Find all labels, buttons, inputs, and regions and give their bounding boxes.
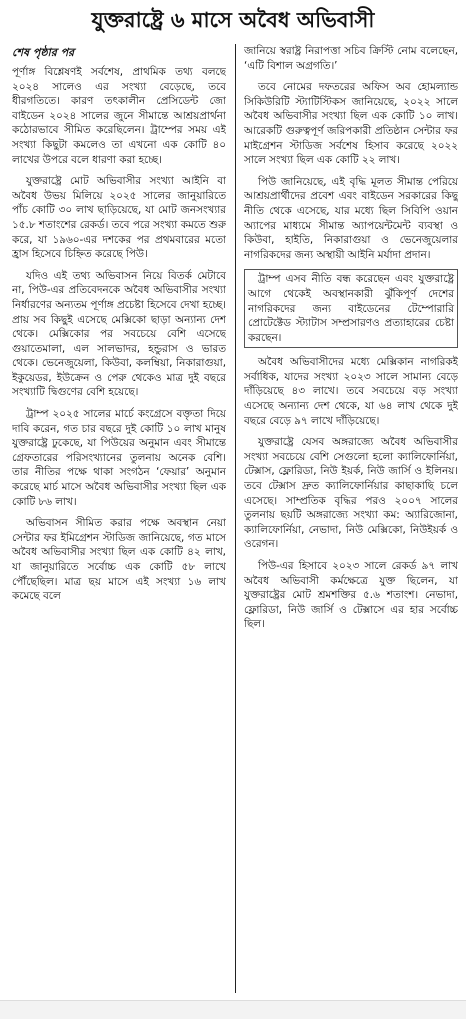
paragraph: ট্রাম্প ২০২৫ সালের মার্চে কংগ্রেসে বক্তৃতা দিয়ে দাবি করেন, গত চার বছরে দুই কোটি ১০ লাখ মানুষ যুক্তরাষ্ট্রে ঢুকেছে, যা পিউয়ের অনুমান এবং সীমান্তে গ্রেফতারের পরিসংখ্যানের তুলনায় অনেক বেশি। তার নীতির পক্ষে থাকা সংগঠন ‘ফেয়ার’ অনুমান করেছে মার্চ মাসে অবৈধ অভিবাসীর সংখ্যা ছিল এক কোটি ৮৬ লাখ। (12, 408, 226, 508)
article-headline: যুক্তরাষ্ট্রে ৬ মাসে অবৈধ অভিবাসী (91, 8, 375, 32)
paragraph: যুক্তরাষ্ট্রে যেসব অঙ্গরাজ্যে অবৈধ অভিবাসীর সংখ্যা সবচেয়ে বেশি সেগুলো হলো ক্যালিফোর্নিয়া, টেক্সাস, ফ্লোরিডা, নিউ ইয়র্ক, নিউ জার্সি ও ইলিনয়। তবে টেক্সাস দ্রুত ক্যালিফোর্নিয়ার কাছাকাছি চলে এসেছে। সাম্প্রতিক বৃদ্ধির পরও ২০০৭ সালের তুলনায় ছয়টি অঙ্গরাজ্যে সংখ্যা কম: অ্যারিজোনা, ক্যালিফোর্নিয়া, নেভাদা, নিউ মেক্সিকো, নিউইয়র্ক ও ওরেগন। (244, 436, 458, 551)
left-column (12, 44, 226, 993)
column-divider (235, 44, 236, 993)
paragraph: অভিবাসন সীমিত করার পক্ষে অবস্থান নেয়া সেন্টার ফর ইমিগ্রেশন স্টাডিজ জানিয়েছে, গত মাসে অবৈধ অভিবাসীর সংখ্যা ছিল এক কোটি ৪২ লাখ, যা জানুয়ারিতে সর্বোচ্চ এক কোটি ৫৮ লাখে পৌঁছেছিল। মাত্র ছয় মাসে এই সংখ্যা ১৬ লাখ কমেছে বলে (12, 517, 226, 603)
paragraph: তবে নোমের দফতরের অফিস অব হোমল্যান্ড সিকিউরিটি স্ট্যাটিস্টিকস জানিয়েছে, ২০২২ সালে অবৈধ অভিবাসীর সংখ্যা ছিল এক কোটি ১০ লাখ। আরেকটি গুরুত্বপূর্ণ জরিপকারী প্রতিষ্ঠান সেন্টার ফর মাইগ্রেশন স্টাডিজ সর্বশেষ হিসাব করেছে ২০২২ সালে সংখ্যা ছিল এক কোটি ২২ লাখ। (244, 81, 458, 167)
continued-from-label: শেষ পৃষ্ঠার পর (12, 46, 75, 59)
paragraph: পূর্ণাঙ্গ বিশ্লেষণই সর্বশেষ, প্রাথমিক তথ্য বলছে ২০২৪ সালেও এর সংখ্যা বেড়েছে, তবে ধীরগতিতে। কারণ তৎকালীন প্রেসিডেন্ট জো বাইডেন ২০২৪ সালের জুনে সীমান্তে আশ্রয়প্রার্থনা কঠোরভাবে সীমিত করেছিলেন। ট্রাম্পের সময় এই সংখ্যা কিছুটা কমলেও তা এখনো এক কোটি ৪০ লাখের উপরে বলে ধারণা করা হচ্ছে। (12, 66, 226, 166)
paragraph: অবৈধ অভিবাসীদের মধ্যে মেক্সিকান নাগরিকই সর্বাধিক, যাদের সংখ্যা ২০২৩ সালে সামান্য বেড়ে দাঁড়িয়েছে ৪৩ লাখে। তবে সবচেয়ে বড় সংখ্যা এসেছে অন্যান্য দেশ থেকে, যা ৬৪ লাখ থেকে দুই বছরে বেড়ে ৯৭ লাখে দাঁড়িয়েছে। (244, 356, 458, 427)
paragraph: যদিও এই তথ্য অভিবাসন নিয়ে বিতর্ক মেটাবে না, পিউ-এর প্রতিবেদনকে অবৈধ অভিবাসীর সংখ্যা নির্ধারণের অন্যতম পূর্ণাঙ্গ প্রচেষ্টা হিসেবে দেখা হচ্ছে। প্রায় সব কিছুই এসেছে মেক্সিকো ছাড়া অন্যান্য দেশ থেকে। মেক্সিকোর পর সবচেয়ে বেশি এসেছে গুয়াতেমালা, এল সালভাদর, হন্ডুরাস ও ভারত থেকে। ভেনেজুয়েলা, কিউবা, কলম্বিয়া, নিকারাগুয়া, ইকুয়েডর, ইউক্রেন ও পেরু থেকেও মাত্র দুই বছরে সংখ্যাটি দ্বিগুণের বেশি হয়েছে। (12, 269, 226, 399)
boxed-paragraph: ট্রাম্প এসব নীতি বন্ধ করেছেন এবং যুক্তরাষ্ট্রে আগে থেকেই অবস্থানকারী ঝুঁকিপূর্ণ দেশের নাগরিকদের জন্য বাইডেনের টেম্পোরারি প্রোটেক্টেড স্ট্যাটাস সম্প্রসারণও প্রত্যাহারের চেষ্টা করছেন। (244, 269, 458, 348)
cropped-next-article-strip (0, 1000, 466, 1019)
paragraph: পিউ জানিয়েছে, এই বৃদ্ধি মূলত সীমান্ত পেরিয়ে আশ্রয়প্রার্থীদের প্রবেশ এবং বাইডেন সরকারের কিছু নীতি থেকে এসেছে, যার মধ্যে ছিল সিবিপি ওয়ান অ্যাপের মাধ্যমে সীমান্ত অ্যাপয়েন্টমেন্ট ব্যবস্থা ও কিউবা, হাইতি, নিকারাগুয়া ও ভেনেজুয়েলার নাগরিকদের জন্য অস্থায়ী আইনি মর্যাদা প্রদান। (244, 175, 458, 261)
right-column (244, 44, 458, 993)
paragraph: পিউ-এর হিসাবে ২০২৩ সালে রেকর্ড ৯৭ লাখ অবৈধ অভিবাসী কর্মক্ষেত্রে যুক্ত ছিলেন, যা যুক্তরাষ্ট্রের মোট শ্রমশক্তির ৫.৬ শতাংশ। নেভাদা, ফ্লোরিডা, নিউ জার্সি ও টেক্সাসে এর হার সর্বোচ্চ ছিল। (244, 560, 458, 631)
paragraph: যুক্তরাষ্ট্রে মোট অভিবাসীর সংখ্যা আইনি বা অবৈধ উভয় মিলিয়ে ২০২৫ সালের জানুয়ারিতে পাঁচ কোটি ৩০ লাখ ছাড়িয়েছে, যা মোট জনসংখ্যার ১৫.৮ শতাংশের রেকর্ড। তবে পরে সংখ্যা কমতে শুরু করে, যা ১৯৬০-এর দশকের পর প্রথমবারের মতো হ্রাস হিসেবে চিহ্নিত করেছে পিউ। (12, 175, 226, 261)
article-body (12, 44, 458, 993)
paragraph: জানিয়ে স্বরাষ্ট্র নিরাপত্তা সচিব ক্রিস্টি নোম বলেছেন, ‘এটি বিশাল অগ্রগতি।’ (244, 45, 458, 72)
